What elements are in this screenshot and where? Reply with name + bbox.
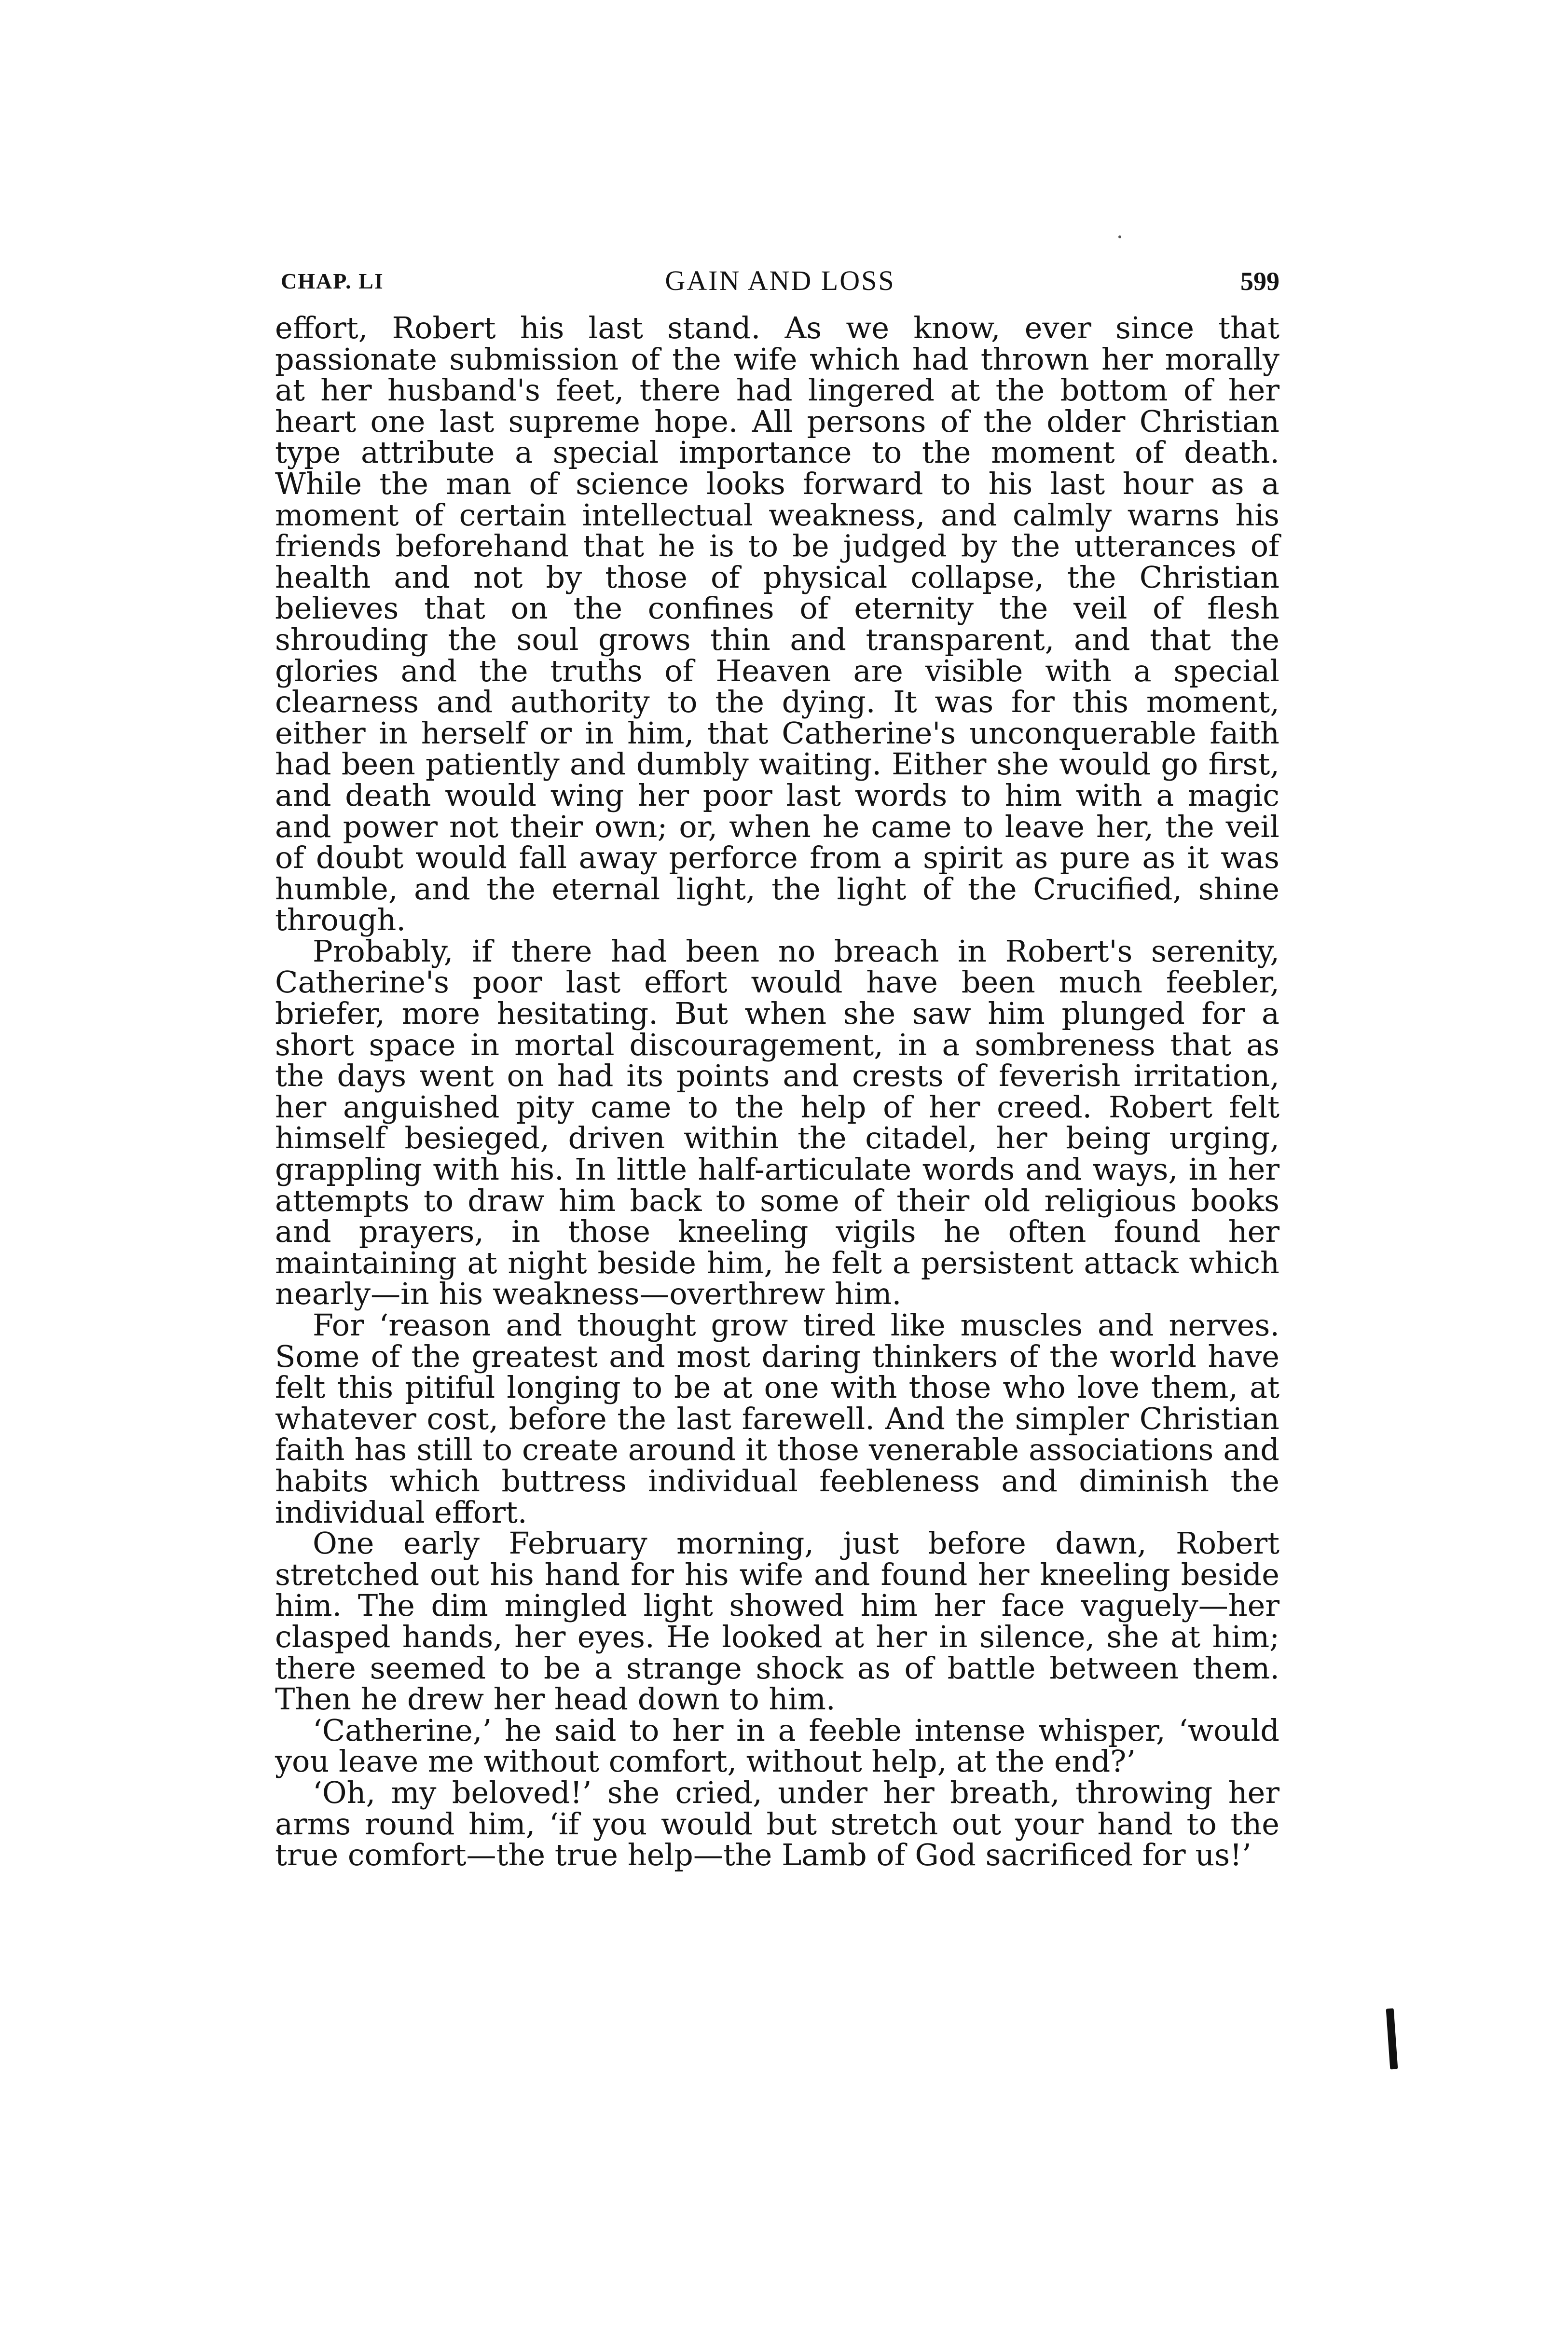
paragraph: Probably, if there had been no breach in Robert's serenity, Catherine's poor last effort would have been much feebler, briefer, more hesitating. But when she saw him plunged for a short space in mortal discouragement, in a sombreness that as the days went on had its points and crests of feverish irritation, her anguished pity came to the help of her creed. Robert felt himself besieged, driven within the citadel, her being urging, grappling with his. In little half-articulate words and ways, in her attempts to draw him back to some of their old religious books and prayers, in those kneeling vigils he often found her maintaining at night beside him, he felt a persistent attack which nearly—in his weakness—overthrew him. xyxy=(275,933,1279,1312)
running-head xyxy=(281,264,1279,303)
body-text xyxy=(275,310,1279,1873)
chapter-title: GAIN AND LOSS xyxy=(665,265,895,296)
paragraph: One early February morning, just before dawn, Robert stretched out his hand for his wife and found her kneeling beside him. The dim mingled light showed him her face vaguely—her clasped hands, her eyes. He looked at her in silence, she at him; there seemed to be a strange shock as of battle between them. Then he drew her head down to him. xyxy=(275,1526,1279,1717)
page-number: 599 xyxy=(1240,267,1279,296)
chapter-label: CHAP. LI xyxy=(281,269,384,293)
paragraph: ‘Oh, my beloved!’ she cried, under her breath, throwing her arms round him, ‘if you would but stretch out your hand to the true comfort—the true help—the Lamb of God sacrificed for us!’ xyxy=(275,1774,1279,1873)
paragraph: effort, Robert his last stand. As we know, ever since that passionate submission of the wife which had thrown her morally at her husband's feet, there had lingered at the bottom of her heart one last supreme hope. All persons of the older Christian type attribute a special importance to the moment of death. While the man of science looks forward to his last hour as a moment of certain intellectual weakness, and calmly warns his friends beforehand that he is to be judged by the utterances of health and not by those of physical collapse, the Christian believes that on the confines of eternity the veil of flesh shrouding the soul grows thin and transparent, and that the glories and the truths of Heaven are visible with a special clearness and authority to the dying. It was for this moment, either in herself or in him, that Catherine's unconquerable faith had been patiently and dumbly waiting. Either she would go first, and death would wing her poor last words to him with a magic and power not their own; or, when he came to leave her, the veil of doubt would fall away perforce from a spirit as pure as it was humble, and the eternal light, the light of the Crucified, shine through. xyxy=(275,310,1279,938)
paragraph: ‘Catherine,’ he said to her in a feeble intense whisper, ‘would you leave me without comfort, without help, at the end?’ xyxy=(275,1712,1279,1779)
scan-speck xyxy=(1118,235,1121,238)
paragraph: For ‘reason and thought grow tired like muscles and nerves. Some of the greatest and most daring thinkers of the world have felt this pitiful longing to be at one with those who love them, at whatever cost, before the last farewell. And the simpler Christian faith has still to create around it those venerable associations and habits which buttress individual feebleness and diminish the individual effort. xyxy=(275,1307,1279,1530)
scan-edge-mark xyxy=(1386,2008,1398,2070)
